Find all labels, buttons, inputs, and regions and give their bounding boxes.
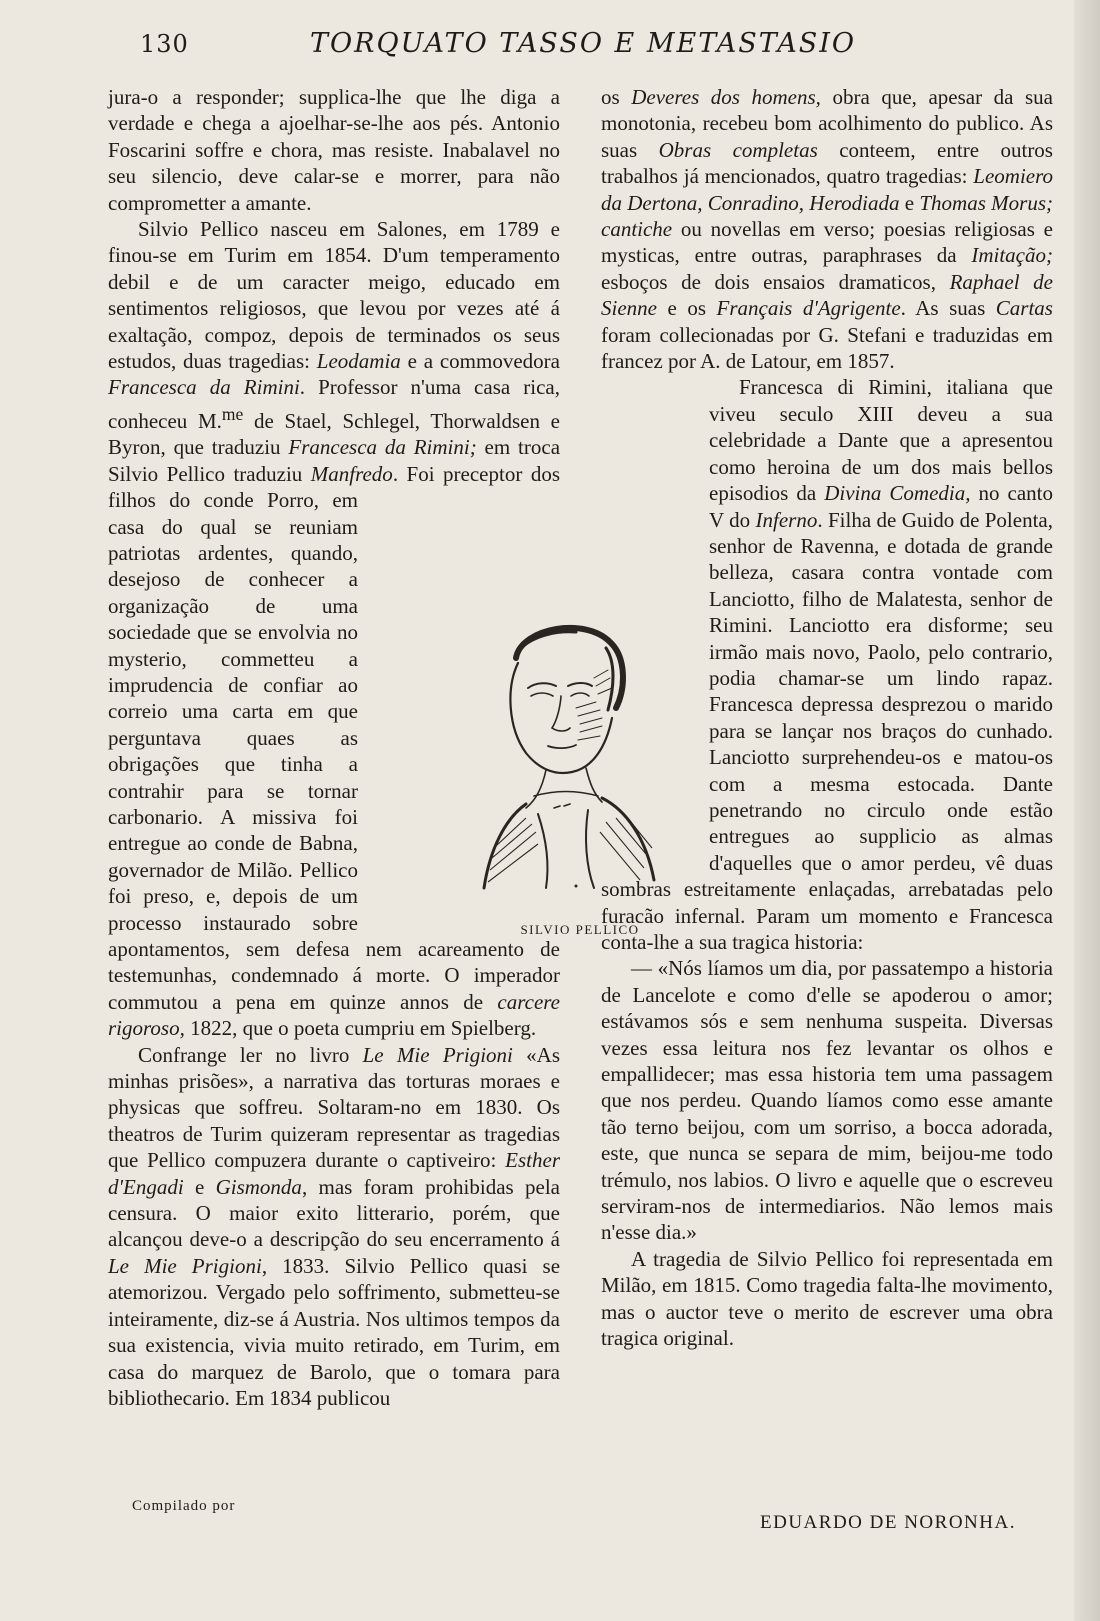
silvio-pellico-portrait xyxy=(476,618,676,896)
left-paragraph-2: Silvio Pellico nasceu em Salones, em 1789 e finou-se em Turim em 1854. D'um temperamento debil e de um caracter meigo, educado em sentimentos religiosos, que levou por vezes até á exaltação, compoz, depois de terminados os seus estudos, duas tragedias: Leodamia e a commovedora Francesca da Rimini. Professor n'uma casa rica, conheceu M.$^{me}$ de Stael, Schlegel, Thorwaldsen e Byron, que traduziu Francesca da Rimini; em troca Silvio Pellico traduziu Manfredo . Foi preceptor dos filhos do conde Porro, em casa do qual se reuniam patriotas ardentes, quando, desejoso de conhecer a organização de uma sociedade que se envolvia no mysterio, commetteu a imprudencia de confiar ao correio uma carta em que perguntava quaes as obrigações que tinha a contrahir para se tornar carbonario. A missiva foi entregue ao conde de Babna, governador de Milão. Pellico foi preso, e, depois de um processo instaurado sobre apontamentos, sem defesa nem acareamento de testemunhas, condemnado á morte. O imperador commutou a pena em quinze annos de carcere rigoroso, 1822, que o poeta cumpriu em Spielberg. xyxy=(108,217,561,1041)
author-signature: EDUARDO DE NORONHA. xyxy=(760,1512,1016,1533)
left-paragraph-1: jura-o a responder; supplica-lhe que lhe diga a verdade e chega a ajoelhar-se-lhe aos pés. Antonio Foscarini soffre e chora, mas resiste. Inabalavel no seu silencio, deve calar-se e morrer, para não comprometter a amante. xyxy=(108,85,560,215)
page-number: 130 xyxy=(140,30,189,58)
compiled-by: Compilado por xyxy=(132,1498,236,1514)
right-paragraph-3: — «Nós líamos um dia, por passatempo a historia de Lancelote e como d'elle se apoderou o amor; estávamos sós e sem nenhuma suspeita. Diversas vezes essa leitura nos fez levantar os olhos e empallidecer; mas essa historia tem uma passagem que nos perdeu. Quando líamos como esse amante tão terno beijou, com um sorriso, a bocca adorada, este, que nunca se separa de mim, beijou-me todo trémulo, nos labios. O livro e aquelle que o escreveu serviram-nos de intermediarios. Não lemos mais n'esse dia.» xyxy=(601,956,1053,1245)
page-header xyxy=(130,24,950,64)
left-paragraph-3: Confrange ler no livro Le Mie Prigioni «As minhas prisões», a narrativa das torturas moraes e physicas que soffreu. Soltaram-no em 1830. Os theatros de Turim quizeram representar as tragedias que Pellico compuzera durante o captiveiro: Esther d'Engadi e Gismonda, mas foram prohibidas pela censura. O maior exito litterario, porém, que alcançou deve-o a descripção do seu encerramento á Le Mie Prigioni, 1833. Silvio Pellico quasi se atemorizou. Vergado pelo soffrimento, submetteu-se inteiramente, diz-se á Austria. Nos ultimos tempos da sua existencia, vivia muito retirado, em Turim, em casa do marquez de Barolo, que o tomara para bibliothecario. Em 1834 publicou xyxy=(108,1042,561,1410)
portrait-caption: SILVIO PELLICO xyxy=(520,922,640,937)
running-title: TORQUATO TASSO E METASTASIO xyxy=(310,28,857,59)
right-paragraph-4: A tragedia de Silvio Pellico foi representada em Milão, em 1815. Como tragedia falta-lhe movimento, mas o auctor teve o merito de escrever uma obra tragica original. xyxy=(601,1246,1053,1351)
right-paragraph-1: os Deveres dos homens, obra que, apesar da sua monotonia, recebeu bom acolhimento do publico. As suas Obras completas conteem, entre outros trabalhos já mencionados, quatro tragedias: Leomiero da Dertona, Conradino, Herodiada e Thomas Morus; cantiche ou novellas em verso; poesias religiosas e mysticas, entre outras, paraphrases da Imitação; esboços de dois ensaios dramaticos, Raphael de Sienne e os Français d'Agrigente. As suas Cartas foram collecionadas por G. Stefani e traduzidas em francez por A. de Latour, em 1857. xyxy=(601,85,1053,374)
page-edge xyxy=(1074,0,1100,1621)
right-paragraph-2: Francesca di Rimini, italiana que viveu seculo XIII deveu a sua celebridade a Dante que a apresentou como heroina de um dos mais bellos episodios da Divina Comedia, no canto V do Inferno. Filha de Guido de Polenta, senhor de Ravenna, e dotada de grande belleza, casara contra vontade com Lanciotto, filho de Malatesta, senhor de Rimini. Lanciotto era disforme; seu irmão mais novo, Paolo, pelo contrario, podia chamar-se um lindo rapaz. Francesca depressa desprezou o marido para se lançar nos braços do cunhado. Lanciotto surprehendeu-os e matou-os com a mesma estocada. Dante penetrando no circulo onde estão entregues ao supplicio as almas d'aquelles que o amor perdeu, vê duas sombras estreitamente enlaçadas, arrebatadas pelo furacão infernal. Param um momento e Francesca conta-lhe a sua tragica historia: xyxy=(601,375,1054,954)
